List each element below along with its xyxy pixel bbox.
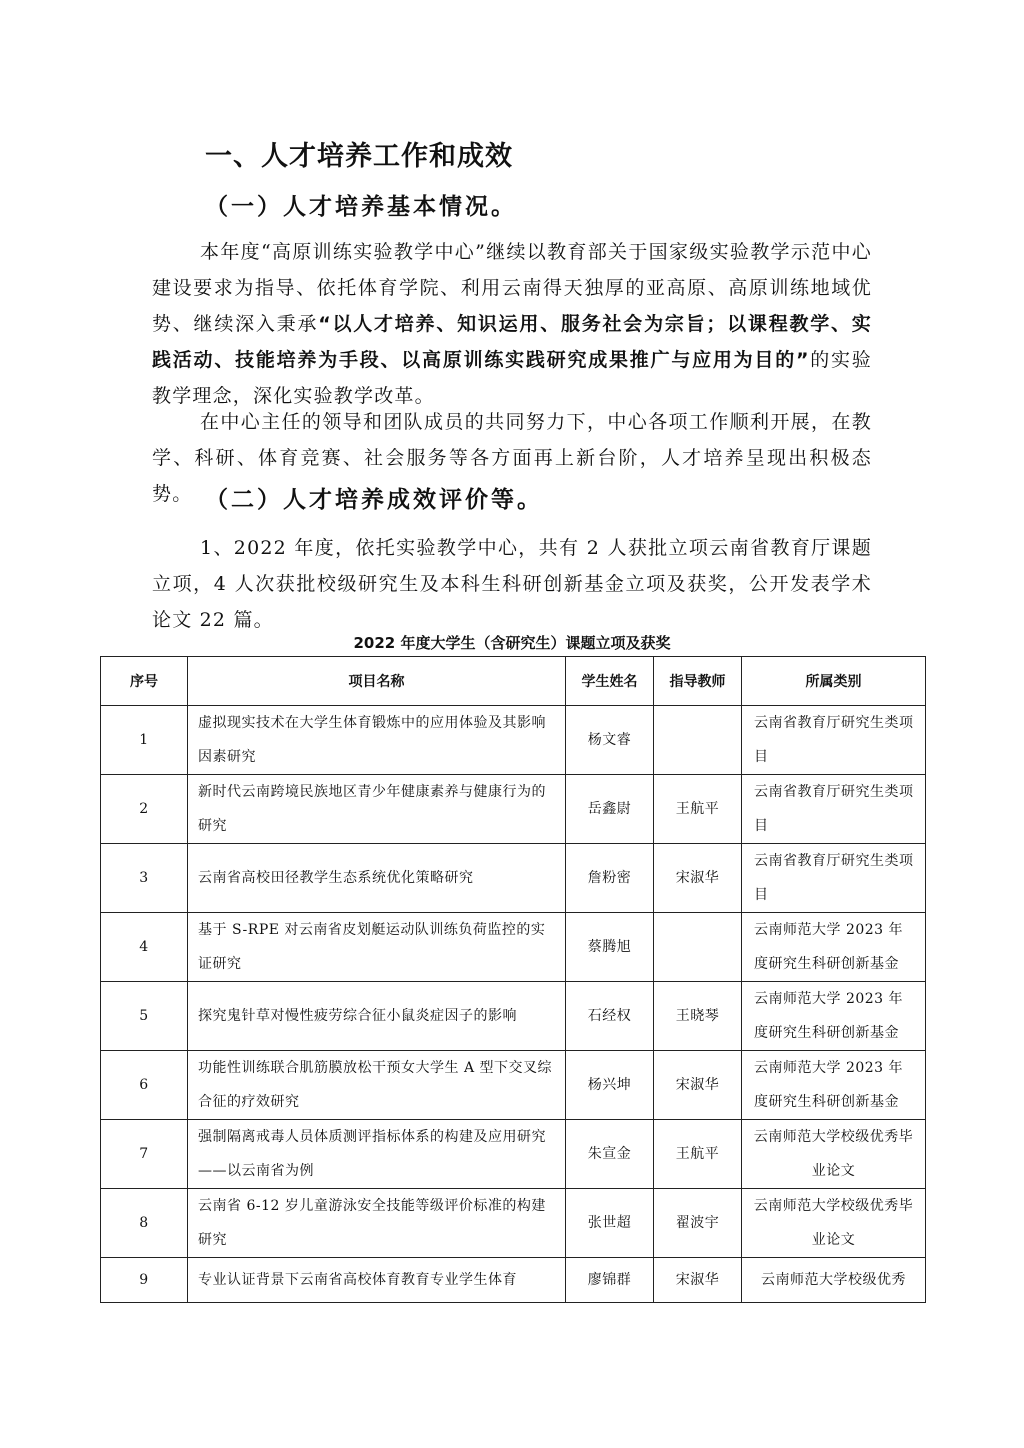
cell-teacher: 王航平 [654, 775, 742, 844]
paragraph-center-work: 在中心主任的领导和团队成员的共同努力下，中心各项工作顺利开展，在教学、科研、体育竞赛、社会服务等各方面再上新台阶，人才培养呈现出积极态势。 [152, 411, 872, 505]
cell-project-name: 云南省 6-12 岁儿童游泳安全技能等级评价标准的构建研究 [188, 1189, 566, 1258]
subsection-heading-evaluation: （二）人才培养成效评价等。 [205, 486, 543, 513]
header-category: 所属类别 [742, 657, 926, 706]
cell-student: 杨兴坤 [566, 1051, 654, 1120]
paragraph-text: 的实验教学理念，深化实验教学改革。 [152, 349, 872, 407]
cell-category: 云南师范大学 2023 年度研究生科研创新基金 [742, 1051, 926, 1120]
paragraph-achievements: 1、2022 年度，依托实验教学中心，共有 2 人获批立项云南省教育厅课题立项，4 人次获批校级研究生及本科生科研创新基金立项及获奖，公开发表学术论文 22 篇。 [152, 537, 872, 631]
cell-category: 云南师范大学校级优秀 [742, 1258, 926, 1303]
cell-project-name: 探究鬼针草对慢性疲劳综合征小鼠炎症因子的影响 [188, 982, 566, 1051]
cell-category: 云南师范大学校级优秀毕业论文 [742, 1120, 926, 1189]
cell-no: 3 [101, 844, 188, 913]
cell-no: 5 [101, 982, 188, 1051]
header-student: 学生姓名 [566, 657, 654, 706]
cell-teacher: 翟波宇 [654, 1189, 742, 1258]
cell-category: 云南省教育厅研究生类项目 [742, 844, 926, 913]
cell-student: 石经权 [566, 982, 654, 1051]
cell-project-name: 功能性训练联合肌筋膜放松干预女大学生 A 型下交叉综合征的疗效研究 [188, 1051, 566, 1120]
table-caption: 2022 年度大学生（含研究生）课题立项及获奖 [353, 634, 671, 652]
cell-teacher: 王晓琴 [654, 982, 742, 1051]
cell-student: 杨文睿 [566, 706, 654, 775]
cell-category: 云南省教育厅研究生类项目 [742, 706, 926, 775]
table-header-row [101, 657, 926, 706]
section-heading-main: 一、人才培养工作和成效 [205, 141, 513, 172]
cell-category: 云南省教育厅研究生类项目 [742, 775, 926, 844]
cell-teacher: 宋淑华 [654, 1051, 742, 1120]
cell-project-name: 新时代云南跨境民族地区青少年健康素养与健康行为的研究 [188, 775, 566, 844]
cell-student: 廖锦群 [566, 1258, 654, 1303]
cell-teacher: 宋淑华 [654, 1258, 742, 1303]
cell-project-name: 专业认证背景下云南省高校体育教育专业学生体育 [188, 1258, 566, 1303]
cell-no: 4 [101, 913, 188, 982]
cell-no: 2 [101, 775, 188, 844]
cell-no: 8 [101, 1189, 188, 1258]
cell-project-name: 强制隔离戒毒人员体质测评指标体系的构建及应用研究——以云南省为例 [188, 1120, 566, 1189]
cell-teacher [654, 706, 742, 775]
table-row [101, 1051, 926, 1120]
table-row [101, 1120, 926, 1189]
cell-teacher [654, 913, 742, 982]
paragraph-text: 本年度“高原训练实验教学中心”继续以教育部关于国家级实验教学示范中心建设要求为指导、依托体育学院、利用云南得天独厚的亚高原、高原训练地域优势、继续深入秉承 [152, 241, 872, 335]
cell-project-name: 虚拟现实技术在大学生体育锻炼中的应用体验及其影响因素研究 [188, 706, 566, 775]
cell-student: 詹粉密 [566, 844, 654, 913]
cell-no: 6 [101, 1051, 188, 1120]
table-row [101, 913, 926, 982]
table-row [101, 1258, 926, 1303]
cell-project-name: 基于 S-RPE 对云南省皮划艇运动队训练负荷监控的实证研究 [188, 913, 566, 982]
cell-teacher: 宋淑华 [654, 844, 742, 913]
paragraph-basic-overview [152, 234, 872, 414]
cell-no: 9 [101, 1258, 188, 1303]
cell-category: 云南师范大学校级优秀毕业论文 [742, 1189, 926, 1258]
cell-category: 云南师范大学 2023 年度研究生科研创新基金 [742, 913, 926, 982]
header-teacher: 指导教师 [654, 657, 742, 706]
table-row [101, 775, 926, 844]
subsection-heading-basic: （一）人才培养基本情况。 [205, 193, 517, 220]
table-row [101, 982, 926, 1051]
cell-teacher: 王航平 [654, 1120, 742, 1189]
table-row [101, 844, 926, 913]
paragraph-emphasis: “以人才培养、知识运用、服务社会为宗旨；以课程教学、实践活动、技能培养为手段、以高原训练实践研究成果推广与应用为目的” [152, 313, 873, 371]
table-row [101, 706, 926, 775]
cell-project-name: 云南省高校田径教学生态系统优化策略研究 [188, 844, 566, 913]
cell-student: 张世超 [566, 1189, 654, 1258]
projects-table [100, 656, 926, 1303]
cell-no: 7 [101, 1120, 188, 1189]
header-no: 序号 [101, 657, 188, 706]
cell-no: 1 [101, 706, 188, 775]
table-row [101, 1189, 926, 1258]
cell-category: 云南师范大学 2023 年度研究生科研创新基金 [742, 982, 926, 1051]
header-project-name: 项目名称 [188, 657, 566, 706]
cell-student: 岳鑫尉 [566, 775, 654, 844]
cell-student: 蔡腾旭 [566, 913, 654, 982]
cell-student: 朱宣金 [566, 1120, 654, 1189]
